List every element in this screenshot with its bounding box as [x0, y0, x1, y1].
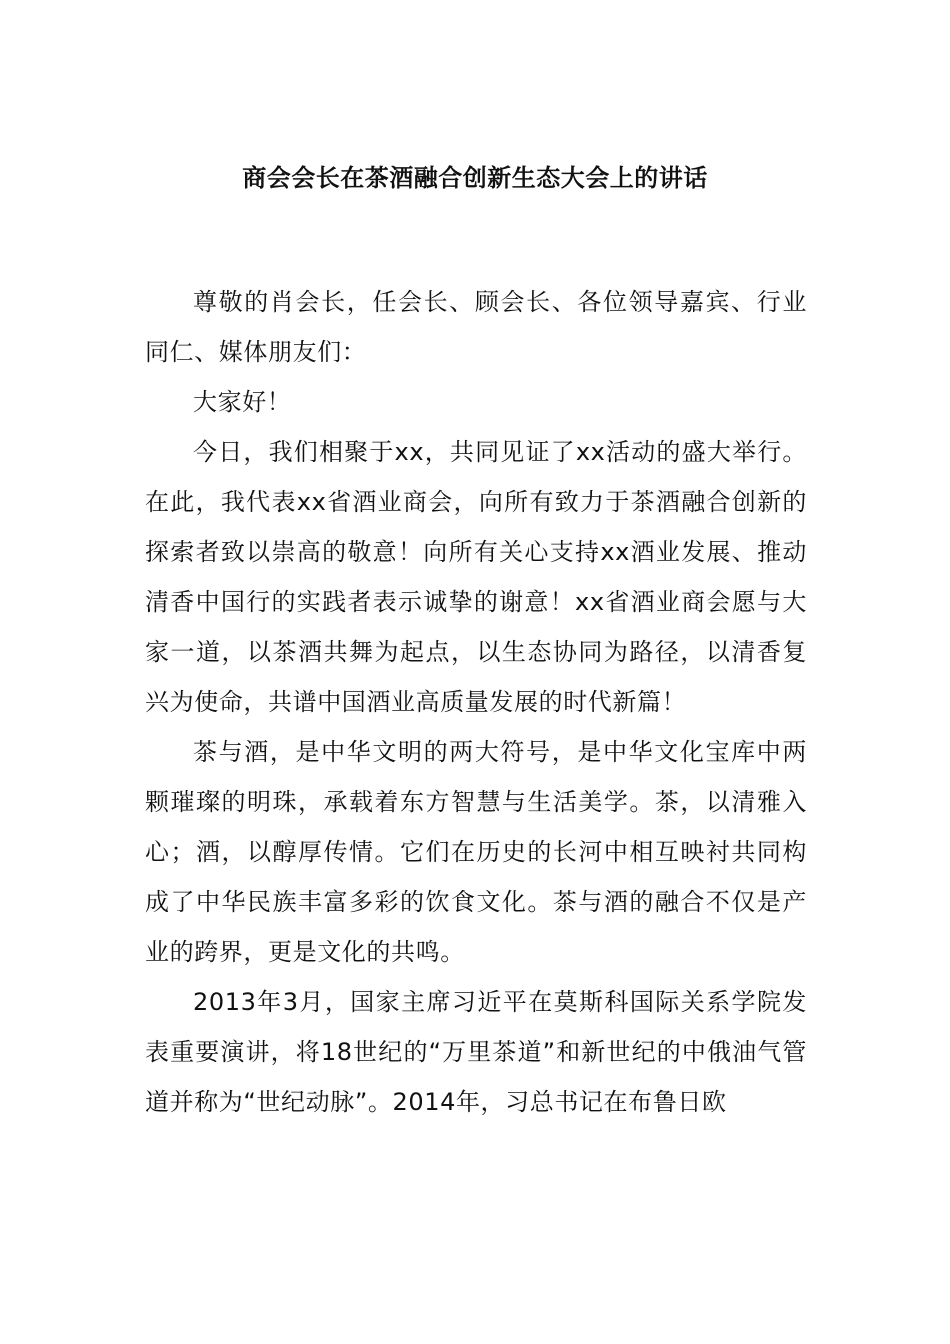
- paragraph-salutation: 尊敬的肖会长，任会长、顾会长、各位领导嘉宾、行业同仁、媒体朋友们：: [145, 288, 807, 366]
- paragraph-greeting: 大家好！: [193, 388, 292, 416]
- document-title: 商会会长在茶酒融合创新生态大会上的讲话: [242, 164, 708, 192]
- document-body: [145, 277, 807, 1127]
- paragraph-history: 2013年3月，国家主席习近平在莫斯科国际关系学院发表重要演讲，将18世纪的“万里茶道”和新世纪的中俄油气管道并称为“世纪动脉”。2014年，习总书记在布鲁日欧: [145, 988, 807, 1116]
- paragraph-tea-wine-culture: 茶与酒，是中华文明的两大符号，是中华文化宝库中两颗璀璨的明珠，承载着东方智慧与生活美学。茶，以清雅入心；酒，以醇厚传情。它们在历史的长河中相互映衬共同构成了中华民族丰富多彩的饮食文化。茶与酒的融合不仅是产业的跨界，更是文化的共鸣。: [145, 738, 807, 966]
- paragraph-welcome: 今日，我们相聚于xx，共同见证了xx活动的盛大举行。在此，我代表xx省酒业商会，向所有致力于茶酒融合创新的探索者致以崇高的敬意！向所有关心支持xx酒业发展、推动清香中国行的实践者表示诚挚的谢意！xx省酒业商会愿与大家一道，以茶酒共舞为起点，以生态协同为路径，以清香复兴为使命，共谱中国酒业高质量发展的时代新篇！: [145, 438, 807, 716]
